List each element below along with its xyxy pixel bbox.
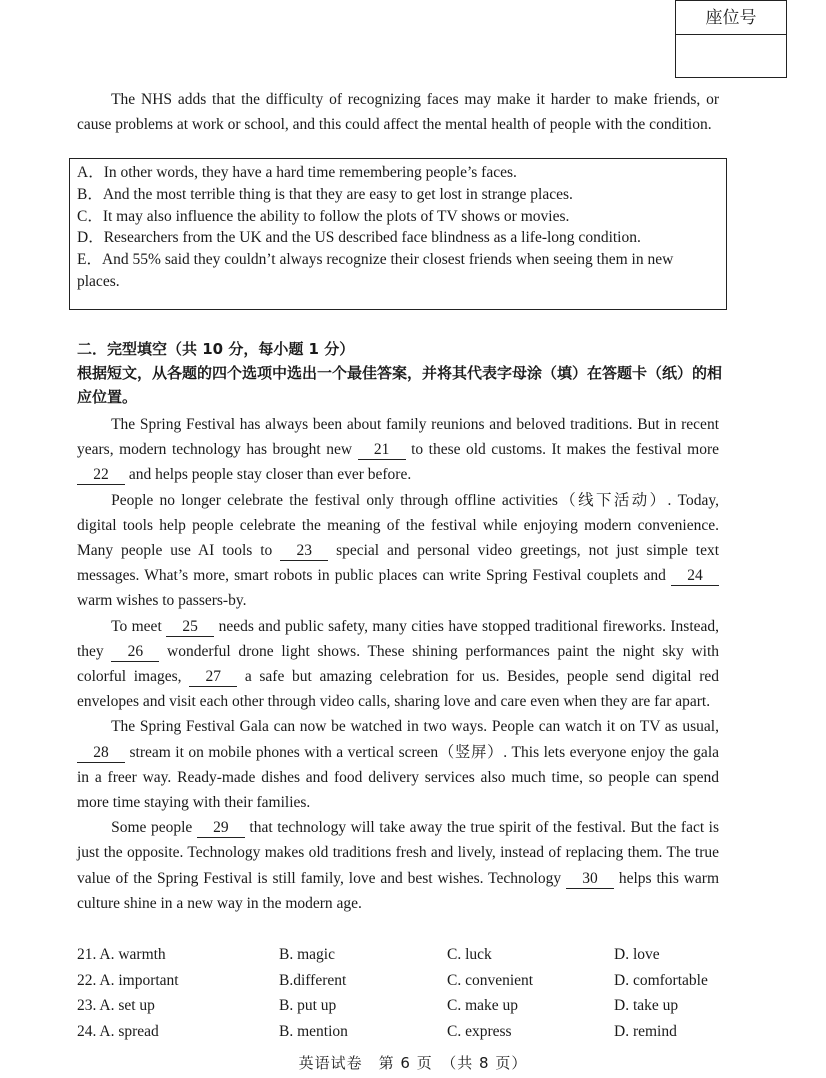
option-d: D．Researchers from the UK and the US described face blindness as a life-long condition. [77, 229, 641, 247]
blank-25: 25 [166, 618, 214, 637]
choice-a: 23. A. set up [77, 997, 155, 1014]
choice-c: C. convenient [447, 971, 534, 989]
section-title: 二．完型填空（共 10 分，每小题 1 分） [77, 340, 355, 358]
cloze-passage [77, 412, 719, 916]
options-box [69, 158, 727, 310]
blank-28: 28 [77, 744, 125, 763]
page-footer: 英语试卷 第 6 页 （共 8 页） [298, 1054, 528, 1072]
reading-paragraph: The NHS adds that the difficulty of recognizing faces may make it harder to make friends, or cause problems at work or school, and this could affect the mental health of people with the condition. [77, 91, 719, 134]
choice-c: C. express [447, 1022, 512, 1040]
option-c: C．It may also influence the ability to follow the plots of TV shows or movies. [77, 207, 570, 225]
blank-27: 27 [189, 668, 237, 687]
seat-number-label: 座位号 [676, 1, 786, 35]
choice-b: B. mention [279, 1022, 348, 1040]
choice-d: D. comfortable [614, 971, 708, 989]
option-b: B．And the most terrible thing is that they are easy to get lost in strange places. [77, 185, 573, 203]
choice-b: B. magic [279, 946, 335, 963]
blank-29: 29 [197, 819, 245, 838]
choice-d: D. take up [614, 997, 679, 1014]
choice-b: B.different [279, 971, 347, 989]
choice-d: D. remind [614, 1022, 677, 1040]
passage-paragraph-1: The Spring Festival has always been about family reunions and beloved traditions. But in recent years, modern technology has brought new 21 to these old customs. It makes the festival more 22 and helps people stay closer than ever before. [77, 416, 719, 484]
answer-choices [77, 942, 727, 1044]
option-a: A．In other words, they have a hard time remembering people’s faces. [77, 164, 517, 181]
question-22-row [77, 968, 727, 994]
blank-22: 22 [77, 466, 125, 485]
option-e: E．And 55% said they couldn’t always recognize their closest friends when seeing them in new places. [77, 251, 674, 290]
blank-24: 24 [671, 567, 719, 586]
choice-a: 22. A. important [77, 971, 179, 989]
question-23-row [77, 993, 727, 1019]
passage-paragraph-2: People no longer celebrate the festival only through offline activities（线下活动）. Today, digital tools help people celebrate the meaning of the festival while enjoying modern convenience. Many people use AI tools to 23 special and personal video greetings, not just simple text messages. What’s more, smart robots in public places can write Spring Festival couplets and 24 warm wishes to passers-by. [77, 491, 720, 610]
choice-c: C. luck [447, 946, 492, 963]
seat-number-box [675, 0, 787, 78]
section-instruction: 根据短文，从各题的四个选项中选出一个最佳答案，并将其代表字母涂（填）在答题卡（纸）的相应位置。 [77, 364, 723, 406]
choice-b: B. put up [279, 997, 337, 1014]
passage-paragraph-4: The Spring Festival Gala can now be watched in two ways. People can watch it on TV as usual, 28 stream it on mobile phones with a vertical screen（竖屏）. This lets everyone enjoy the gala in a freer way. Ready-made dishes and food delivery services also much time, so people can spend more time staying with their families. [77, 718, 720, 812]
choice-a: 21. A. warmth [77, 946, 166, 963]
passage-paragraph-5: Some people 29 that technology will take away the true spirit of the festival. But the fact is just the opposite. Technology makes old traditions fresh and lively, instead of replacing them. The true value of the Spring Festival is still family, love and best wishes. Technology 30 helps this warm culture shine in a new way in the modern age. [77, 819, 720, 912]
blank-21: 21 [358, 441, 406, 460]
choice-a: 24. A. spread [77, 1022, 159, 1040]
choice-d: D. love [614, 946, 660, 963]
blank-30: 30 [566, 870, 614, 889]
question-21-row [77, 942, 727, 968]
section-heading [77, 337, 727, 409]
blank-23: 23 [280, 542, 328, 561]
passage-paragraph-3: To meet 25 needs and public safety, many cities have stopped traditional fireworks. Instead, they 26 wonderful drone light shows. These shining performances paint the night sky with colorful images, 27 a safe but amazing celebration for us. Besides, people send digital red envelopes and visit each other through video calls, sharing love and care even when they are far apart. [77, 617, 720, 711]
question-24-row [77, 1019, 727, 1045]
blank-26: 26 [111, 643, 159, 662]
choice-c: C. make up [447, 997, 519, 1014]
